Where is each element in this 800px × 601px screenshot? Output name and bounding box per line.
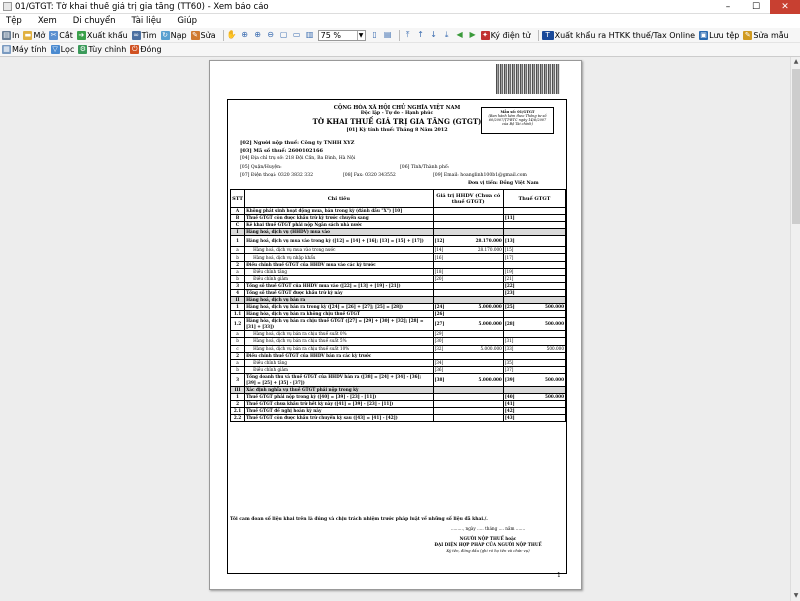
separator bbox=[399, 30, 400, 41]
row-value bbox=[446, 275, 504, 282]
row-stt: 3 bbox=[231, 373, 245, 386]
row-tax-code: [22] bbox=[504, 282, 515, 288]
row-tax-code: [40] bbox=[504, 394, 515, 400]
row-tax-code: [28] bbox=[503, 318, 515, 331]
row-value bbox=[446, 311, 504, 318]
row-desc: Điều chỉnh thuế GTGT của HHDV bán ra các kỳ trước bbox=[245, 352, 434, 359]
row-value bbox=[446, 254, 504, 261]
row-stt: a bbox=[231, 268, 245, 275]
vertical-scrollbar[interactable] bbox=[790, 57, 800, 601]
row-desc: Hàng hoá, dịch vụ bán ra chịu thuế suất 5% bbox=[245, 338, 434, 345]
form-code-box bbox=[481, 107, 554, 134]
row-tax bbox=[516, 338, 566, 345]
row-tax bbox=[516, 208, 566, 215]
row-stt: b bbox=[231, 366, 245, 373]
row-stt: 1.1 bbox=[231, 311, 245, 318]
row-tax bbox=[516, 289, 566, 296]
row-value bbox=[446, 289, 504, 296]
row-tax-code: [41] bbox=[504, 401, 515, 407]
row-value bbox=[446, 261, 504, 268]
table-row bbox=[231, 247, 566, 254]
phone: [07] Điện thoại: 0320 3832 332 bbox=[240, 173, 314, 178]
row-desc: Tổng số thuế GTGT được khấu trừ kỳ này bbox=[245, 289, 434, 296]
row-value-code bbox=[433, 289, 445, 296]
row-tax bbox=[516, 366, 566, 373]
row-desc: Hàng hoá, dịch vụ nhập khẩu bbox=[245, 254, 434, 261]
district: [05] Quận/Huyện: bbox=[240, 165, 282, 170]
table-row bbox=[231, 311, 566, 318]
table-row bbox=[231, 318, 566, 331]
table-row bbox=[231, 345, 566, 352]
cut-icon: ✂ bbox=[50, 30, 57, 39]
template-edit-icon: ✎ bbox=[744, 30, 751, 39]
row-tax-code bbox=[503, 352, 515, 359]
row-value-code: [20] bbox=[433, 275, 445, 282]
row-desc: Thuế GTGT còn được khấu trừ kỳ trước chuyển sang bbox=[245, 215, 434, 222]
row-value-code bbox=[433, 215, 445, 222]
row-stt: b bbox=[231, 254, 245, 261]
row-desc: Kê khai thuế GTGT phải nộp Ngân sách nhà nước bbox=[245, 222, 434, 229]
row-desc: Thuế GTGT đề nghị hoàn kỳ này bbox=[245, 408, 434, 415]
pencil-icon: ✎ bbox=[192, 30, 198, 39]
row-tax-code: [39] bbox=[503, 373, 515, 386]
close-report-button[interactable]: ⏻ Đóng bbox=[132, 45, 162, 54]
row-value-code bbox=[433, 352, 445, 359]
currency-unit: Đơn vị tiền: Đồng Việt Nam bbox=[468, 181, 539, 186]
row-stt: a bbox=[231, 359, 245, 366]
row-desc: Hàng hoá, dịch vụ bán ra chịu thuế suất 10% bbox=[245, 345, 434, 352]
fax: [08] Fax: 0320 343552 bbox=[343, 173, 396, 178]
row-stt: 1 bbox=[231, 393, 245, 400]
table-header bbox=[231, 190, 566, 208]
email: [09] Email: hoanglinh100b1@gmail.com bbox=[433, 173, 527, 178]
row-tax-code bbox=[503, 222, 515, 229]
prev-page-icon[interactable]: ↑ bbox=[417, 30, 424, 39]
close-button[interactable]: ✕ bbox=[770, 0, 800, 14]
printer-icon: ▤ bbox=[3, 30, 10, 39]
calculator-button[interactable]: ▦ Máy tính bbox=[3, 45, 47, 54]
close-icon: ⏻ bbox=[132, 45, 138, 53]
zoom-select[interactable]: 75 % ▼ bbox=[318, 30, 366, 41]
form-code: Mẫu số: 01/GTGT bbox=[500, 110, 535, 114]
row-tax-code bbox=[503, 229, 515, 236]
customize-button[interactable]: ⚙ Tùy chỉnh bbox=[79, 45, 127, 54]
row-desc: Điều chỉnh giảm bbox=[245, 275, 434, 282]
title-bar bbox=[0, 0, 800, 14]
row-desc: Hàng hoá, dịch vụ bán ra trong kỳ ([24] = [26] + [27]; [25] = [28]) bbox=[245, 304, 434, 311]
row-stt: A bbox=[231, 208, 245, 215]
row-stt: 2 bbox=[231, 261, 245, 268]
row-stt: b bbox=[231, 338, 245, 345]
binoculars-icon: ∞ bbox=[133, 30, 140, 39]
menu-bar bbox=[0, 14, 800, 28]
col-desc: Chỉ tiêu bbox=[245, 190, 434, 208]
row-tax: 500.000 bbox=[516, 318, 566, 331]
row-value-code: [16] bbox=[433, 254, 445, 261]
row-value bbox=[446, 393, 504, 400]
signer-title-1: NGƯỜI NỘP THUẾ hoặc bbox=[459, 536, 517, 541]
row-tax bbox=[516, 331, 566, 338]
row-stt: 1 bbox=[231, 304, 245, 311]
row-value bbox=[446, 408, 504, 415]
signer-note: Ký tên, đóng dấu (ghi rõ họ tên và chức vụ) bbox=[446, 548, 530, 553]
last-page-icon[interactable]: ⤓ bbox=[444, 30, 449, 39]
tax-period: [01] Kỳ tính thuế: Tháng 8 Năm 2012 bbox=[346, 127, 448, 133]
row-tax-code bbox=[503, 386, 515, 393]
chevron-down-icon: ▼ bbox=[357, 31, 365, 40]
fit-width-icon[interactable]: ▭ bbox=[292, 30, 301, 39]
find-button[interactable]: ∞ Tìm bbox=[133, 30, 157, 40]
table-row bbox=[231, 289, 566, 296]
first-page-icon[interactable]: ⤒ bbox=[405, 30, 410, 39]
row-desc: Hàng hóa, dịch vụ bán ra chịu thuế GTGT ([27] = [29] + [30] + [32]; [28] = [31] + [33]) bbox=[245, 318, 434, 331]
row-value-code: [34] bbox=[433, 359, 445, 366]
row-value-code bbox=[433, 401, 445, 408]
row-value bbox=[446, 415, 504, 422]
row-value bbox=[446, 215, 504, 222]
row-value bbox=[446, 222, 504, 229]
row-tax-code bbox=[503, 297, 515, 304]
row-desc: Thuế GTGT còn được khấu trừ chuyển kỳ sau ([43] = [41] - [42]) bbox=[245, 415, 434, 422]
row-desc: Hàng hóa, dịch vụ bán ra không chịu thuế GTGT bbox=[245, 311, 434, 318]
row-stt: b bbox=[231, 275, 245, 282]
row-value-code bbox=[433, 282, 445, 289]
row-desc: Điều chỉnh tăng bbox=[245, 359, 434, 366]
row-value-code bbox=[433, 386, 445, 393]
motto: Độc lập - Tự do - Hạnh phúc bbox=[360, 111, 434, 116]
row-stt: 4 bbox=[231, 289, 245, 296]
row-tax bbox=[516, 408, 566, 415]
row-desc: Hàng hoá, dịch vụ (HHDV) mua vào bbox=[245, 229, 434, 236]
row-value-code bbox=[433, 229, 445, 236]
row-value-code: [38] bbox=[433, 373, 445, 386]
app-icon bbox=[3, 2, 12, 11]
row-value: 28.170.000 bbox=[446, 247, 504, 254]
table-row bbox=[231, 275, 566, 282]
row-value: 5.000.000 bbox=[446, 304, 504, 311]
row-tax-code: [21] bbox=[503, 275, 515, 282]
row-tax bbox=[516, 297, 566, 304]
row-value bbox=[446, 268, 504, 275]
row-value-code: [32] bbox=[433, 345, 445, 352]
row-stt: III bbox=[231, 386, 245, 393]
row-tax: 500.000 bbox=[516, 345, 566, 352]
row-tax-code bbox=[503, 208, 515, 215]
row-tax bbox=[516, 275, 566, 282]
hand-icon[interactable]: ✋ bbox=[226, 30, 237, 39]
row-value: 5.000.000 bbox=[446, 345, 504, 352]
row-tax bbox=[516, 215, 566, 222]
row-desc: Hàng hoá, dịch vụ bán ra bbox=[245, 297, 434, 304]
table-row bbox=[231, 222, 566, 229]
row-tax-code: [13] bbox=[503, 236, 515, 247]
back-icon[interactable]: ◀ bbox=[456, 30, 463, 39]
two-pages-icon[interactable]: ▥ bbox=[305, 30, 314, 39]
row-tax-code: [17] bbox=[503, 254, 515, 261]
row-tax-code: [11] bbox=[504, 215, 515, 221]
row-tax-code: [42] bbox=[504, 408, 515, 414]
row-value-code: [12] bbox=[433, 236, 445, 247]
separator bbox=[538, 30, 539, 41]
row-tax bbox=[516, 254, 566, 261]
table-row bbox=[231, 261, 566, 268]
main-toolbar bbox=[0, 28, 800, 43]
fit-page-icon[interactable]: ▢ bbox=[279, 30, 288, 39]
menu-help[interactable]: Giúp bbox=[177, 16, 198, 26]
row-value bbox=[446, 366, 504, 373]
row-tax bbox=[516, 386, 566, 393]
row-tax bbox=[516, 311, 566, 318]
row-value-code: [26] bbox=[434, 311, 445, 317]
single-page-icon[interactable]: ▯ bbox=[372, 30, 377, 39]
filter-icon: ▽ bbox=[52, 45, 58, 53]
row-tax bbox=[516, 229, 566, 236]
load-button[interactable]: ↻ Nạp bbox=[162, 30, 187, 40]
minimize-button[interactable]: – bbox=[725, 1, 731, 12]
row-value-code bbox=[433, 208, 445, 215]
row-desc: Hàng hoá, dịch vụ mua vào trong nước bbox=[245, 247, 434, 254]
htkk-icon: T bbox=[542, 31, 554, 40]
row-desc: Xác định nghĩa vụ thuế GTGT phải nộp trong kỳ bbox=[245, 386, 434, 393]
export-button[interactable]: ➜ Xuất khẩu bbox=[78, 30, 128, 40]
row-value-code bbox=[433, 222, 445, 229]
menu-view[interactable]: Xem bbox=[37, 16, 57, 26]
row-tax bbox=[516, 352, 566, 359]
row-desc: Tổng số thuế GTGT của HHDV mua vào ([22] = [13] + [19] - [21]) bbox=[245, 282, 434, 289]
table-row bbox=[231, 386, 566, 393]
row-stt: C bbox=[231, 222, 245, 229]
row-value bbox=[446, 208, 504, 215]
row-desc: Thuế GTGT chưa khấu trừ hết kỳ này ([41] = [39] - [23] - [11]) bbox=[245, 401, 434, 408]
row-stt: 2.1 bbox=[231, 408, 245, 415]
scroll-down-icon[interactable]: ▼ bbox=[793, 592, 799, 599]
row-tax-code: [37] bbox=[503, 366, 515, 373]
row-desc: Không phát sinh hoạt động mua, bán trong kỳ (đánh dấu "X") [10] bbox=[245, 208, 434, 215]
row-tax-code: [19] bbox=[503, 268, 515, 275]
row-value-code: [27] bbox=[433, 318, 445, 331]
table-row bbox=[231, 236, 566, 247]
form-title: TỜ KHAI THUẾ GIÁ TRỊ GIA TĂNG (GTGT) bbox=[312, 117, 482, 126]
row-value-code bbox=[433, 408, 445, 415]
form-note-2: 60/2007/TT-BTC ngày 14/6/2007 bbox=[488, 118, 547, 122]
row-value bbox=[446, 359, 504, 366]
row-stt: II bbox=[231, 297, 245, 304]
row-tax-code: [43] bbox=[504, 415, 515, 421]
next-page-icon[interactable]: ↓ bbox=[430, 30, 437, 39]
row-stt: B bbox=[231, 215, 245, 222]
row-tax bbox=[516, 282, 566, 289]
row-value-code: [29] bbox=[433, 331, 445, 338]
col-value: Giá trị HHDV (Chưa có thuế GTGT) bbox=[433, 190, 503, 208]
row-tax bbox=[516, 415, 566, 422]
export-htkk-button[interactable]: T Xuất khẩu ra HTKK thuế/Tax Online bbox=[542, 31, 695, 40]
row-tax-code: [23] bbox=[504, 289, 515, 295]
nation-heading: CỘNG HÒA XÃ HỘI CHỦ NGHĨA VIỆT NAM bbox=[333, 105, 461, 111]
row-tax-code: [25] bbox=[504, 304, 515, 310]
row-desc: Điều chỉnh thuế GTGT của HHDV mua vào các kỳ trước bbox=[245, 261, 434, 268]
row-desc: Thuế GTGT phải nộp trong kỳ ([40] = [39] - [23] - [11]) bbox=[245, 393, 434, 400]
row-value-code: [36] bbox=[433, 366, 445, 373]
table-row bbox=[231, 268, 566, 275]
row-value-code bbox=[433, 261, 445, 268]
row-tax bbox=[516, 261, 566, 268]
folder-icon: ▬ bbox=[24, 30, 32, 39]
row-tax-code: [33] bbox=[503, 345, 515, 352]
row-desc: Tổng doanh thu và thuế GTGT của HHDV bán ra ([38] = [24] + [34] - [36]; [39] = [25] + [35] - [37]) bbox=[245, 373, 434, 386]
row-tax: 500.000 bbox=[516, 304, 566, 311]
forward-icon[interactable]: ▶ bbox=[469, 30, 476, 39]
row-value: 5.000.000 bbox=[446, 373, 504, 386]
row-stt: I bbox=[231, 229, 245, 236]
taxpayer-name: [02] Người nộp thuế: Công ty TNHH XYZ bbox=[240, 140, 355, 146]
row-tax bbox=[516, 401, 566, 408]
row-value bbox=[446, 331, 504, 338]
save-icon: ▣ bbox=[700, 30, 707, 39]
window-title: 01/GTGT: Tờ khai thuế giá trị gia tăng (TT60) - Xem báo cáo bbox=[15, 1, 269, 12]
tax-table bbox=[230, 189, 566, 422]
row-value bbox=[446, 282, 504, 289]
report-page bbox=[209, 60, 582, 590]
row-tax-code: [31] bbox=[503, 338, 515, 345]
row-tax-code bbox=[503, 331, 515, 338]
row-stt: 3 bbox=[231, 282, 245, 289]
table-row bbox=[231, 415, 566, 422]
zoom-in-icon-2[interactable]: ⊕ bbox=[254, 30, 261, 39]
row-stt: a bbox=[231, 247, 245, 254]
table-row bbox=[231, 208, 566, 215]
edit-button[interactable]: ✎ Sửa bbox=[192, 30, 216, 40]
table-row bbox=[231, 338, 566, 345]
calculator-icon: ▦ bbox=[3, 45, 10, 53]
table-row bbox=[231, 331, 566, 338]
row-value bbox=[446, 352, 504, 359]
row-value: 5.000.000 bbox=[446, 318, 504, 331]
table-row bbox=[231, 393, 566, 400]
digital-sign-button[interactable]: ✦ Ký điện tử bbox=[482, 30, 531, 40]
save-button[interactable]: ▣ Lưu tệp bbox=[700, 30, 740, 40]
table-row bbox=[231, 352, 566, 359]
row-stt: c bbox=[231, 345, 245, 352]
table-row bbox=[231, 373, 566, 386]
tax-code: [03] Mã số thuế: 2600102166 bbox=[240, 148, 323, 154]
row-stt: 2 bbox=[231, 352, 245, 359]
scroll-up-icon[interactable]: ▲ bbox=[793, 58, 799, 65]
declaration: Tôi cam đoan số liệu khai trên là đúng và chịu trách nhiệm trước pháp luật về những số liệu đã khai./. bbox=[230, 517, 488, 522]
signature-icon: ✦ bbox=[482, 30, 489, 39]
filter-button[interactable]: ▽ Lọc bbox=[52, 45, 75, 54]
row-value-code bbox=[433, 393, 445, 400]
table-row bbox=[231, 215, 566, 222]
date-line: ........., ngày ..... tháng .... năm ....... bbox=[450, 526, 526, 531]
row-desc: Hàng hoá, dịch vụ mua vào trong kỳ ([12] = [14] + [16]; [13] = [15] + [17]) bbox=[245, 236, 434, 247]
menu-document[interactable]: Tài liệu bbox=[131, 16, 162, 26]
row-value bbox=[446, 386, 504, 393]
row-value-code bbox=[433, 415, 445, 422]
form-frame bbox=[227, 99, 567, 574]
zoom-out-icon[interactable]: ⊖ bbox=[267, 30, 274, 39]
row-desc: Hàng hoá, dịch vụ bán ra chịu thuế suất 0% bbox=[245, 331, 434, 338]
row-value bbox=[446, 401, 504, 408]
table-row bbox=[231, 297, 566, 304]
row-tax-code bbox=[503, 261, 515, 268]
menu-file[interactable]: Tệp bbox=[6, 16, 22, 26]
row-value bbox=[446, 297, 504, 304]
continuous-icon[interactable]: ▤ bbox=[383, 30, 392, 39]
signer-title-2: ĐẠI DIỆN HỢP PHÁP CỦA NGƯỜI NỘP THUẾ bbox=[434, 542, 542, 547]
row-desc: Điều chỉnh giảm bbox=[245, 366, 434, 373]
address: [04] Địa chỉ trụ sở: 218 Đội Cấn, Ba Đình, Hà Nội bbox=[240, 156, 356, 161]
row-tax bbox=[516, 359, 566, 366]
table-row bbox=[231, 304, 566, 311]
row-tax bbox=[516, 222, 566, 229]
form-note-1: (Ban hành kèm theo Thông tư số bbox=[488, 114, 547, 118]
row-tax-code bbox=[503, 311, 515, 318]
customize-icon: ⚙ bbox=[79, 45, 86, 53]
row-stt: 2 bbox=[231, 401, 245, 408]
menu-navigate[interactable]: Di chuyển bbox=[72, 16, 116, 26]
row-stt: 1 bbox=[231, 236, 245, 247]
table-row bbox=[231, 282, 566, 289]
open-button[interactable]: ▬ Mở bbox=[24, 30, 46, 40]
row-value: 28.170.000 bbox=[446, 236, 504, 247]
row-value-code: [24] bbox=[434, 304, 445, 310]
zoom-in-icon[interactable]: ⊕ bbox=[241, 30, 248, 39]
report-viewer[interactable] bbox=[0, 57, 790, 601]
table-row bbox=[231, 408, 566, 415]
row-tax bbox=[516, 268, 566, 275]
province: [06] Tỉnh/Thành phố: bbox=[400, 165, 450, 170]
table-row bbox=[231, 366, 566, 373]
row-tax: 500.000 bbox=[516, 373, 566, 386]
table-row bbox=[231, 229, 566, 236]
table-row bbox=[231, 401, 566, 408]
row-value bbox=[446, 229, 504, 236]
maximize-button[interactable]: ☐ bbox=[751, 1, 761, 12]
col-stt: STT bbox=[231, 190, 245, 208]
table-row bbox=[231, 359, 566, 366]
cut-button[interactable]: ✂ Cắt bbox=[50, 30, 73, 40]
scroll-thumb[interactable] bbox=[792, 69, 800, 224]
edit-template-button[interactable]: ✎ Sửa mẫu bbox=[744, 30, 789, 40]
row-tax-code: [15] bbox=[503, 247, 515, 254]
row-value-code: [30] bbox=[433, 338, 445, 345]
print-button[interactable]: ▤ In bbox=[3, 30, 20, 40]
separator bbox=[223, 30, 224, 41]
row-tax bbox=[516, 236, 566, 247]
row-value-code: [18] bbox=[433, 268, 445, 275]
row-value bbox=[446, 338, 504, 345]
row-desc: Điều chỉnh tăng bbox=[245, 268, 434, 275]
row-stt: 2.2 bbox=[231, 415, 245, 422]
form-note-3: của Bộ Tài chính) bbox=[502, 122, 533, 126]
refresh-icon: ↻ bbox=[162, 30, 169, 39]
table-row bbox=[231, 254, 566, 261]
row-stt: a bbox=[231, 331, 245, 338]
secondary-toolbar bbox=[0, 43, 800, 57]
export-icon: ➜ bbox=[78, 30, 85, 39]
row-tax bbox=[516, 247, 566, 254]
row-stt: 1.2 bbox=[231, 318, 245, 331]
col-tax: Thuế GTGT bbox=[503, 190, 565, 208]
row-tax-code: [35] bbox=[503, 359, 515, 366]
page-number: 1 bbox=[557, 572, 561, 579]
row-value-code bbox=[433, 297, 445, 304]
barcode bbox=[496, 64, 560, 94]
row-value-code: [14] bbox=[433, 247, 445, 254]
row-tax: 500.000 bbox=[516, 393, 566, 400]
